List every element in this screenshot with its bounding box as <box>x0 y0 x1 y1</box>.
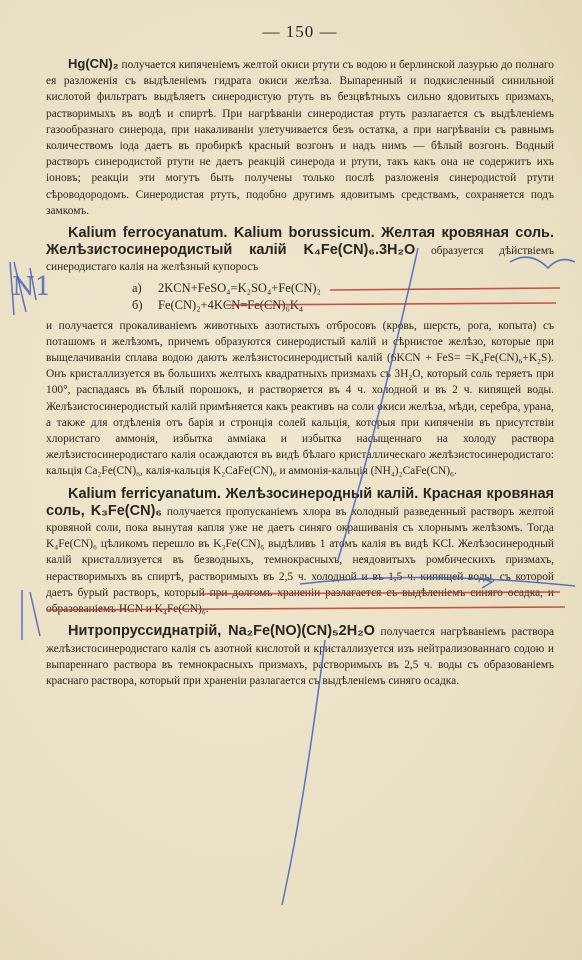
heading-ferricyanide: Kalium ferricyanatum. Желѣзосинеродный калій. Красная кровяная соль, K₃Fe(CN)₆ <box>46 485 554 519</box>
heading-nitroprusside: Нитропруссиднатрій, Na₂Fe(NO)(CN)₅2H₂O <box>68 623 375 640</box>
equations <box>132 280 554 314</box>
paragraph-ferricyanide-body: получается пропусканіемъ хлора въ холодный разведенный растворъ желтой кровяной соли, пока вынутая капля уже не даетъ синяго окрашиванія съ хлорнымъ желѣзомъ. Тогда K₄Fe(CN)₆ цѣликомъ перешло въ K₃Fe(CN)₆ выдѣливъ 1 атомъ калія въ видѣ KCl. Желѣзосинеродный калій кристаллизуется въ безводныхъ, темнокрасныхъ, неядовитыхъ ромбическихъ призмахъ, нерастворимыхъ въ спиртѣ, растворимыхъ въ 2,5 ч. холодной и въ 1,5 ч. кипящей воды, съ которой даетъ бурый растворъ, который при долгомъ храненіи разлагается съ выдѣленіемъ синяго осадка, и образованіемъ HCN и K₄Fe(CN)₆. <box>46 505 554 616</box>
equation-b-text: Fe(CN)₂+4KCN=Fe(CN)₆K₄ <box>158 297 304 312</box>
equation-b <box>132 297 554 314</box>
section-ferricyanide-text <box>46 486 554 618</box>
margin-mark-n1 <box>10 262 36 315</box>
equation-a <box>132 280 554 297</box>
equation-a-text: 2KCN+FeSO₄=K₂SO₄+Fe(CN)₂ <box>158 280 321 295</box>
equation-b-tag: б) <box>132 297 143 312</box>
section-nitroprusside-text <box>46 623 554 689</box>
section-ferricyanide <box>46 486 554 618</box>
margin-mark-n2 <box>22 590 40 640</box>
equation-a-tag: а) <box>132 280 142 295</box>
paragraph-nitroprusside-body: получается нагрѣваніемъ раствора желѣзистосинеродистаго калія съ азотной кислотой и кристаллизуется изъ нейтрализованнаго содою и выпареннаго раствора въ темнокрасныхъ призмахъ, растворимыхъ въ 2,5 ч. воды съ образованіемъ краснаго раствора, который при храненіи разлагается съ выдѣленіемъ синяго осадка. <box>46 626 554 687</box>
page-number: — 150 — <box>262 22 338 41</box>
paragraph-text: получается кипяченіемъ желтой окиси ртути съ водою и берлинской лазурью до полнаго ея разложенія съ выдѣленіемъ гидрата окиси желѣза. Выпаренный и подкисленный синильной кислотой фильтратъ выдѣляетъ синеродистую ртуть въ безцвѣтныхъ сильно ядовитыхъ призмахъ, растворимыхъ въ водѣ и спиртѣ. При нагрѣваніи синеродистая ртуть разлагается съ выдѣленіемъ газообразнаго синерода, при накаливаніи улетучивается безъ остатка, а при нагрѣваніи съ равнымъ количествомъ іода даетъ въ пробиркѣ красный возгонъ и надъ нимъ — бѣлый возгонъ. Водный растворъ синеродистой ртути не даетъ реакцій синерода и ртути, такъ какъ она не содержитъ ихъ іоновъ; реакціи эти могутъ быть получены только послѣ разложенія синеродистой ртути сѣроводородомъ. Синеродистая ртуть, подобно другимъ ядовитымъ средствамъ, сохраняется подъ замкомъ. <box>46 59 554 217</box>
section-ferrocyanide <box>46 225 554 480</box>
paragraph-mercury-cyanide <box>46 56 554 219</box>
paragraph-ferrocyanide-body: и получается прокаливаніемъ животныхъ азотистыхъ отбросовъ (кровь, шерсть, рога, копыта) съ поташомъ и желѣзомъ, причемъ образуются синеродистый калій и сѣрнистое желѣзо, которые при выщелачиваніи сплава водою даютъ желѣзистосинеродистый калій (6KCN + FeS= =K₄Fe(CN)₆+K₂S). Онъ кристаллизуется въ большихъ желтыхъ квадратныхъ призмахъ съ 3H₂O, который соль теряетъ при 100°, распадаясь въ бѣлый порошокъ, и растворяется въ 4 ч. холодной и въ 2 ч. кипящей воды. Желѣзистосинеродистый калій примѣняется какъ реактивъ на соли окиси желѣза, мѣди, серебра, урана, а также для отдѣленія отъ барія и стронція солей кальція, которыя при кипяченіи въ присутствіи хлористаго аммонія, избытка аммiака и избытка насыщеннаго на холоду раствора желѣзистосинеродистаго калія осаждаются въ видѣ бѣлаго кристаллическаго желѣзистосинеродистаго: кальція Ca₂Fe(CN)₆, калія-кальція K₂CaFe(CN)₆ и аммонія-кальція (NH₄)₂CaFe(CN)₆. <box>46 319 554 478</box>
formula-hgcn2: Hg(CN)₂ <box>68 56 119 71</box>
section-ferrocyanide-intro <box>46 225 554 276</box>
margin-mark-text: N1 <box>12 272 52 302</box>
heading-ferrocyanide: Kalium ferrocyanatum. Kalium borussicum. Желтая кровяная соль. Желѣзистосинеродистый калій K₄Fe(CN)₆.3H₂O <box>46 225 554 259</box>
section-nitroprusside <box>46 623 554 689</box>
heading-tail: образуется дѣйствіемъ синеродистаго калія на желѣзный купоросъ <box>46 245 554 274</box>
